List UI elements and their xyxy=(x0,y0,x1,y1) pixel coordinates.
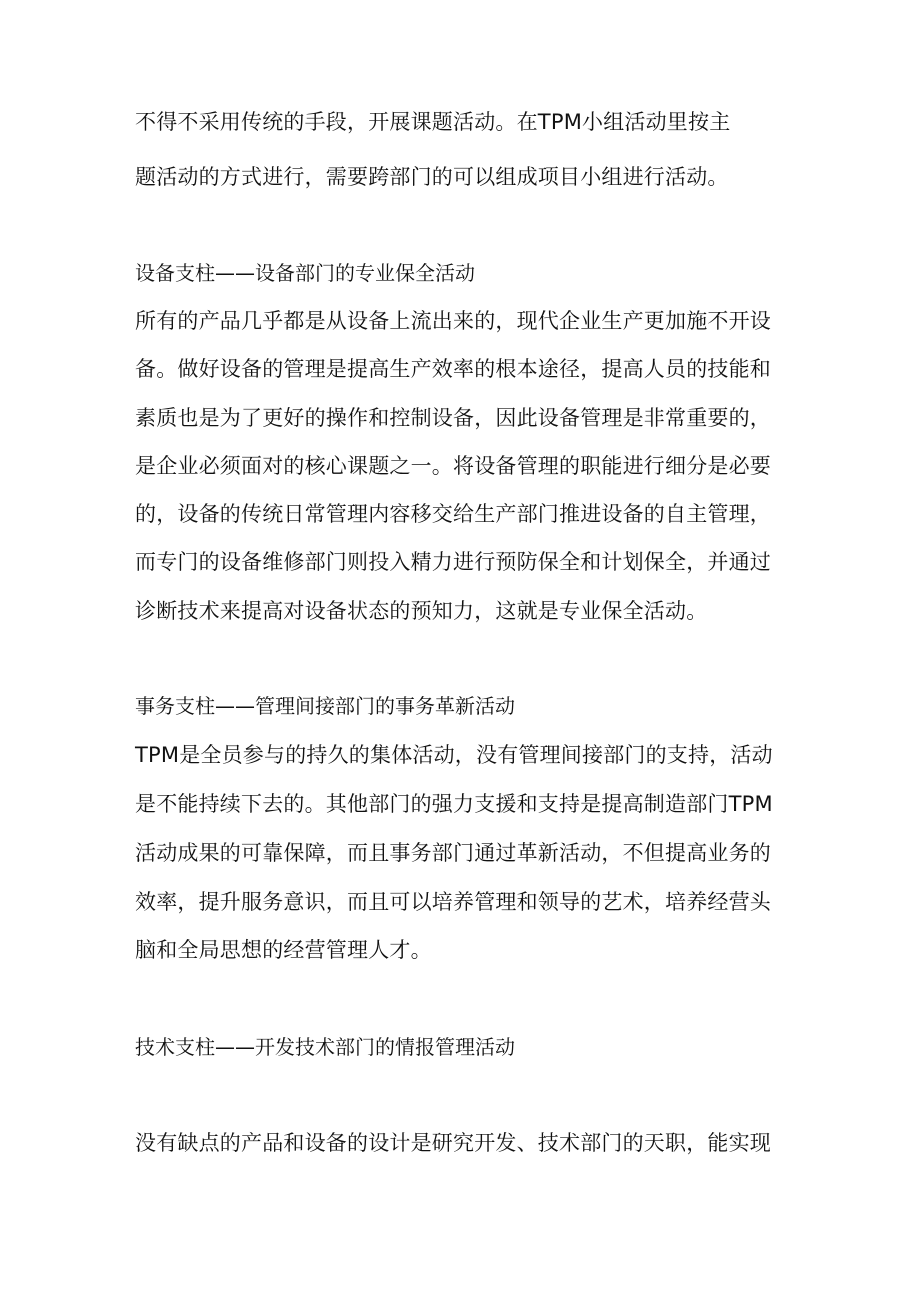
intro-line-1: 不得不采用传统的手段，开展课题活动。在TPM小组活动里按主 xyxy=(135,110,731,134)
equipment-line-4: 是企业必须面对的核心课题之一。将设备管理的职能进行细分是必要 xyxy=(135,454,771,478)
admin-line-3: 活动成果的可靠保障，而且事务部门通过革新活动，不但提高业务的 xyxy=(135,841,771,865)
admin-line-2: 是不能持续下去的。其他部门的强力支援和支持是提高制造部门TPM xyxy=(135,792,773,816)
equipment-line-2: 备。做好设备的管理是提高生产效率的根本途径，提高人员的技能和 xyxy=(135,357,771,381)
equipment-heading: 设备支柱——设备部门的专业保全活动 xyxy=(135,261,475,285)
intro-line-2: 题活动的方式进行，需要跨部门的可以组成项目小组进行活动。 xyxy=(135,165,729,189)
admin-line-1: TPM是全员参与的持久的集体活动，没有管理间接部门的支持，活动 xyxy=(135,743,773,767)
equipment-line-5: 的，设备的传统日常管理内容移交给生产部门推进设备的自主管理， xyxy=(135,502,771,526)
equipment-line-1: 所有的产品几乎都是从设备上流出来的，现代企业生产更加施不开设 xyxy=(135,309,771,333)
equipment-line-6: 而专门的设备维修部门则投入精力进行预防保全和计划保全，并通过 xyxy=(135,550,771,574)
equipment-line-7: 诊断技术来提高对设备状态的预知力，这就是专业保全活动。 xyxy=(135,599,708,623)
admin-heading: 事务支柱——管理间接部门的事务革新活动 xyxy=(135,694,515,718)
equipment-line-3: 素质也是为了更好的操作和控制设备，因此设备管理是非常重要的， xyxy=(135,406,771,430)
admin-line-4: 效率，提升服务意识，而且可以培养管理和领导的艺术，培养经营头 xyxy=(135,890,771,914)
admin-line-5: 脑和全局思想的经营管理人才。 xyxy=(135,938,432,962)
tech-line-1: 没有缺点的产品和设备的设计是研究开发、技术部门的天职，能实现 xyxy=(135,1131,771,1155)
tech-heading: 技术支柱——开发技术部门的情报管理活动 xyxy=(135,1035,515,1059)
